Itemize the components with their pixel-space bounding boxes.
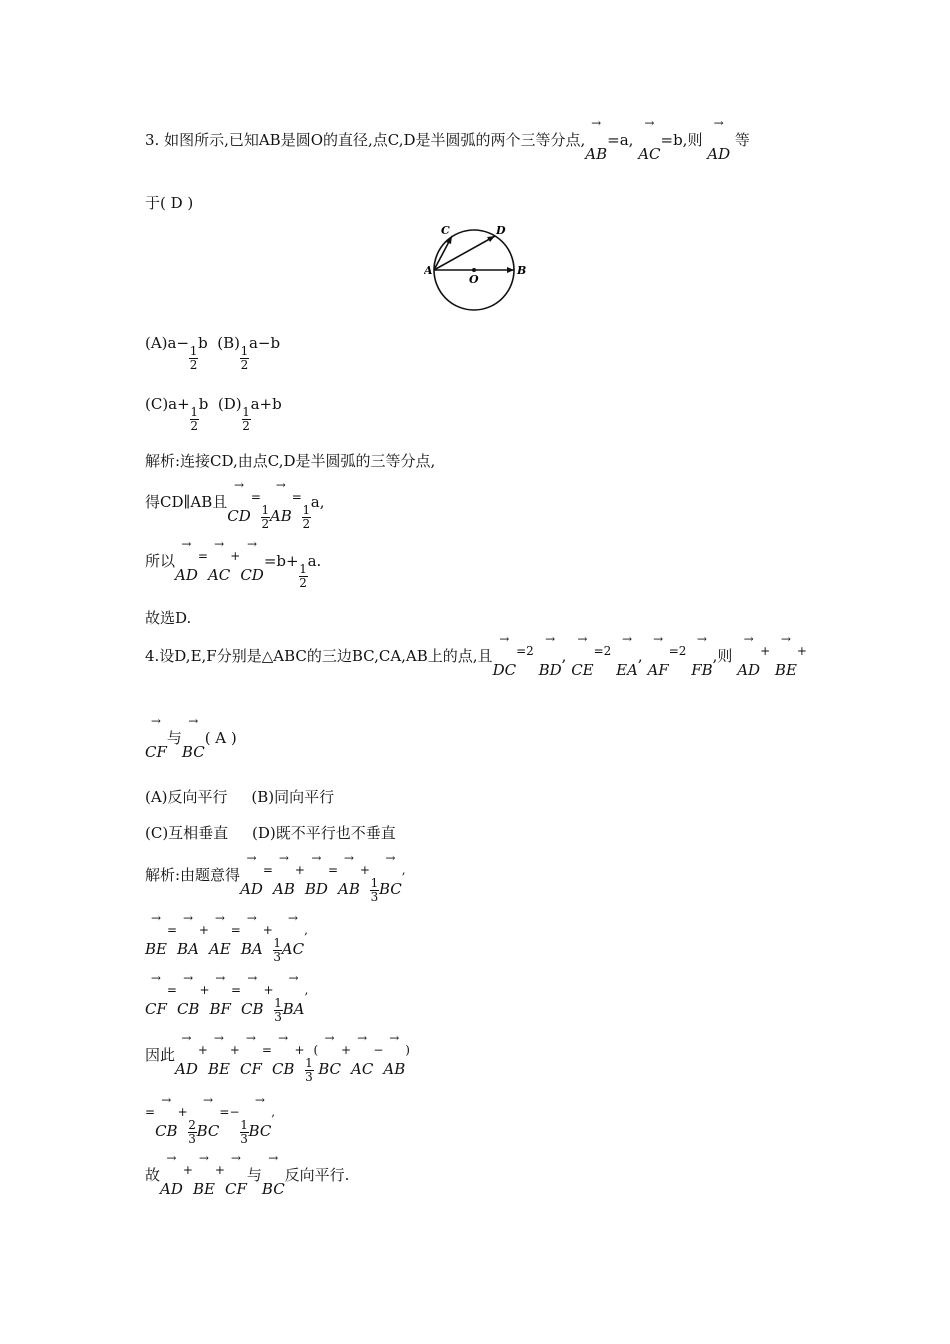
q3-option-c: (C)a+ xyxy=(145,395,190,413)
q4-option-c: (C)互相垂直 xyxy=(145,824,229,842)
q4-options-ab xyxy=(145,788,334,806)
vector-be: → BE xyxy=(145,911,167,958)
q3-option-a: (A)a− xyxy=(145,334,190,352)
comma: , xyxy=(304,983,309,997)
close-paren: ) xyxy=(405,1043,410,1057)
vector-cf: → CF xyxy=(145,714,167,761)
q3-sol3-prefix: 所以 xyxy=(145,552,176,570)
vector-ab: → AB xyxy=(338,851,360,898)
vector-ce: → CE xyxy=(571,632,594,679)
vector-ad: → AD xyxy=(707,116,731,163)
q4-stem-text: 4.设D,E,F分别是△ABC的三边BC,CA,AB上的点,且 xyxy=(145,647,493,665)
minus: − xyxy=(373,1043,384,1057)
q3-stem-line2: 于( D ) xyxy=(145,194,194,212)
eq-2: =2 xyxy=(593,644,612,658)
comma: , xyxy=(401,863,406,877)
q3-stem-line1 xyxy=(145,116,750,163)
eq-2: =2 xyxy=(668,644,687,658)
vector-ac: → AC xyxy=(207,537,231,584)
vector-ab: → AB xyxy=(585,116,608,163)
q4-solution-line1: 解析:由题意得 → AD= → AB+ → BD= → AB+ $\frac{1}{3}$ → BC, xyxy=(145,851,406,904)
q3-eq-b: =b,则 xyxy=(660,131,703,149)
q3-options-ab: (A)a− $\frac{1}{2}$ b (B) $\frac{1}{2}$ a−b xyxy=(145,334,281,372)
arrow-head-b xyxy=(507,267,514,273)
q3-option-a-tail: b xyxy=(198,334,208,352)
label-b: B xyxy=(517,264,527,277)
q4-option-b: (B)同向平行 xyxy=(251,788,335,806)
vector-ad: → AD xyxy=(160,1151,183,1198)
vector-be: → BE xyxy=(207,1031,230,1078)
vector-ac: → AC xyxy=(351,1031,374,1078)
q4-solution-line4: 因此 → AD+ → BE+ → CF= → CB+ $\frac{1}{3}$ ( → BC+ → AC− → AB) xyxy=(145,1031,410,1084)
plus: + xyxy=(294,863,305,877)
equals: = xyxy=(327,863,339,877)
vector-ac: → AC xyxy=(638,116,661,163)
vector-ad: → AD xyxy=(240,851,263,898)
plus: + xyxy=(214,1163,225,1177)
vector-ba: → BA xyxy=(240,911,263,958)
vector-be: → BE xyxy=(774,632,797,679)
vector-bc: → BC xyxy=(261,1151,285,1198)
comma: , xyxy=(561,647,567,665)
vector-fb: → FB xyxy=(691,632,713,679)
vector-bd: → BD xyxy=(304,851,328,898)
q4-solution-line6 xyxy=(145,1151,350,1198)
label-d: D xyxy=(496,224,506,237)
q3-sol3-end: a. xyxy=(307,552,322,570)
center-point-o xyxy=(472,268,476,272)
gu: 故 xyxy=(145,1166,161,1184)
equals: = xyxy=(197,549,208,563)
vector-cd: → CD xyxy=(240,537,264,584)
q4-conclusion: 反向平行. xyxy=(284,1166,350,1184)
vector-ab: → AB xyxy=(383,1031,406,1078)
equals: = xyxy=(145,1105,156,1119)
vector-ac: → AC xyxy=(281,911,305,958)
plus: + xyxy=(199,983,210,997)
plus: + xyxy=(229,1043,240,1057)
vector-cb: → CB xyxy=(241,971,264,1018)
yinci: 因此 xyxy=(145,1046,176,1064)
q3-sol2-prefix: 得CD∥AB且 xyxy=(145,493,228,511)
q4-sol-prefix: 解析:由题意得 xyxy=(145,866,241,884)
q4-option-a: (A)反向平行 xyxy=(145,788,228,806)
vector-bd: → BD xyxy=(538,632,562,679)
q3-solution-line4: 故选D. xyxy=(145,609,192,627)
vector-bf: → BF xyxy=(209,971,231,1018)
q3-sol3-tail: =b+ xyxy=(263,552,299,570)
vector-cf: → CF xyxy=(224,1151,247,1198)
vector-ab: → AB xyxy=(269,478,292,525)
equals: = xyxy=(166,983,177,997)
vector-cf: → CF xyxy=(145,971,167,1018)
plus: + xyxy=(294,1043,305,1057)
q3-solution-line2: 得CD∥AB且 → CD= $\frac{1}{2}$ → AB= $\frac{1}{2}$ a, xyxy=(145,478,325,531)
vector-bc: → BC xyxy=(181,714,205,761)
vector-ad: → AD xyxy=(737,632,761,679)
q4-stem-line2 xyxy=(145,714,237,761)
with: 与 xyxy=(166,729,182,747)
q3-option-d: (D) xyxy=(217,395,242,413)
q3-option-c-tail: b xyxy=(198,395,209,413)
vector-bc: → BC xyxy=(196,1093,220,1140)
vector-af: → AF xyxy=(647,632,669,679)
vector-ba: → BA xyxy=(282,971,305,1018)
q3-option-b-tail: a−b xyxy=(248,334,281,352)
equals-negative: =− xyxy=(219,1105,240,1119)
q3-solution-line1: 解析:连接CD,由点C,D是半圆弧的三等分点, xyxy=(145,452,436,470)
plus: + xyxy=(197,1043,208,1057)
q3-solution-line3: 所以 → AD= → AC+ → CD=b+ $\frac{1}{2}$ a. xyxy=(145,537,322,590)
q3-stem-suffix: 等 xyxy=(734,131,750,149)
plus: + xyxy=(340,1043,352,1057)
vector-ea: → EA xyxy=(616,632,638,679)
vector-cf: → CF xyxy=(239,1031,262,1078)
arrow-head-d xyxy=(487,236,495,242)
q3-stem-text: 3. 如图所示,已知AB是圆O的直径,点C,D是半圆弧的两个三等分点, xyxy=(145,131,586,149)
q3-option-b: (B) xyxy=(217,334,240,352)
q3-eq-a: =a, xyxy=(607,131,634,149)
vector-ab: → AB xyxy=(272,851,295,898)
equals: = xyxy=(261,1043,272,1057)
equals: = xyxy=(166,923,178,937)
comma: , xyxy=(271,1105,276,1119)
eq-2: =2 xyxy=(516,644,534,658)
comma: , xyxy=(637,647,643,665)
vector-ba: → BA xyxy=(177,911,199,958)
vector-ad: → AD xyxy=(175,537,198,584)
q4-option-d: (D)既不平行也不垂直 xyxy=(252,824,396,842)
plus: + xyxy=(359,863,370,877)
q4-answer: ( A ) xyxy=(204,729,237,747)
q4-solution-line2: → BE= → BA+ → AE= → BA+ $\frac{1}{3}$ → AC, xyxy=(145,911,308,964)
vector-bc: → BC xyxy=(248,1093,272,1140)
comma: , xyxy=(304,923,308,937)
plus: + xyxy=(796,644,807,658)
q3-options-cd: (C)a+ $\frac{1}{2}$ b (D) $\frac{1}{2}$ a+b xyxy=(145,395,282,433)
plus: + xyxy=(263,983,274,997)
plus: + xyxy=(177,1105,188,1119)
vector-ad: → AD xyxy=(175,1031,198,1078)
plus: + xyxy=(182,1163,193,1177)
plus: + xyxy=(198,923,209,937)
q4-solution-line3: → CF= → CB+ → BF= → CB+ $\frac{1}{3}$ → BA, xyxy=(145,971,309,1024)
label-a: A xyxy=(424,264,433,277)
vector-cb: → CB xyxy=(155,1093,178,1140)
open-paren: ( xyxy=(313,1043,319,1057)
q3-option-d-tail: a+b xyxy=(250,395,282,413)
then: 则 xyxy=(717,647,733,665)
equals: = xyxy=(262,863,273,877)
vector-cb: → CB xyxy=(271,1031,295,1078)
label-c: C xyxy=(441,224,450,237)
circle-figure xyxy=(424,222,534,312)
label-o: O xyxy=(469,273,479,286)
equals: = xyxy=(250,490,261,504)
vector-be: → BE xyxy=(192,1151,215,1198)
vector-bc: → BC xyxy=(378,851,402,898)
vector-cd: → CD xyxy=(227,478,251,525)
vector-cb: → CB xyxy=(176,971,200,1018)
vector-bc: → BC xyxy=(318,1031,341,1078)
vector-dc: → DC xyxy=(492,632,517,679)
plus: + xyxy=(760,644,771,658)
plus: + xyxy=(262,923,273,937)
q4-stem-line1 xyxy=(145,632,807,679)
equals: = xyxy=(230,923,241,937)
vector-ae: → AE xyxy=(208,911,231,958)
q3-sol2-tail: a, xyxy=(310,493,325,511)
q4-solution-line5: = → CB+ $\frac{2}{3}$ → BC=− $\frac{1}{3}$ → BC, xyxy=(145,1093,276,1146)
equals: = xyxy=(230,983,242,997)
comma: , xyxy=(712,647,718,665)
plus: + xyxy=(230,549,241,563)
q4-options-cd xyxy=(145,824,396,842)
equals: = xyxy=(291,490,302,504)
with: 与 xyxy=(246,1166,262,1184)
